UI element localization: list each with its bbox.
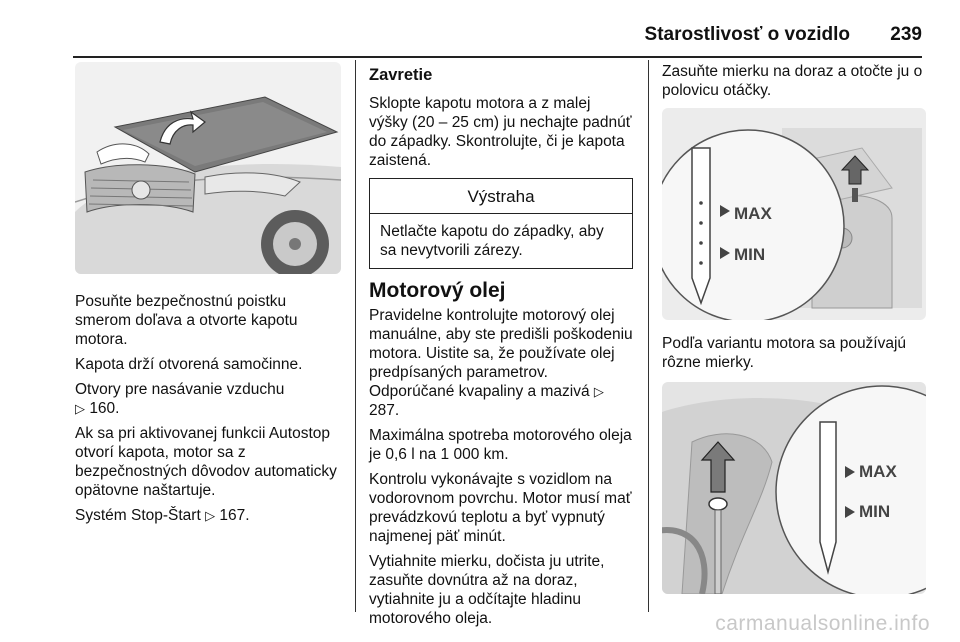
paragraph: Maximálna spotreba motorového oleja je 0,6 l na 1 000 km. [369,427,632,463]
paragraph: Podľa variantu motora sa používajú rôzne mierky. [662,335,907,371]
paragraph: Posuňte bezpečnostnú poistku smerom doľava a otvorte kapotu motora. [75,293,298,348]
min-mark-label: MIN [859,502,891,521]
max-mark-label: MAX [859,462,897,481]
page-link[interactable]: 160. [89,400,120,417]
column-3 [662,62,926,594]
dipstick-illustration-2 [662,382,926,594]
paragraph: Kontrolu vykonávajte s vozidlom na vodorovnom povrchu. Motor musí mať prevádzkovú teplotu a byť vypnutý najmenej päť minút. [369,471,632,545]
min-mark-label: MIN [734,245,766,264]
max-mark-label: MAX [734,204,772,223]
dipstick-illustration-1 [662,108,926,320]
warning-body: Netlačte kapotu do západky, aby sa nevytvorili zárezy. [380,223,604,259]
paragraph: Pravidelne kontrolujte motorový olej manuálne, aby ste predišli poškodeniu motora. Uistite sa, že používate olej predpísaných parametrov. Odporúčané kvapaliny a mazivá ▷ 287. [369,307,633,419]
page-link[interactable]: 167. [219,507,250,524]
column-1 [75,62,345,531]
paragraph: Zasuňte mierku na doraz a otočte ju o polovicu otáčky. [662,63,923,99]
page-number: 239 [890,24,922,45]
warning-box [369,178,633,269]
paragraph: Systém Stop-Štart ▷ 167. [75,507,250,524]
hood-opening-illustration [75,62,341,274]
paragraph: Otvory pre nasávanie vzduchu ▷ 160. [75,381,285,417]
subheading-closing: Zavretie [369,66,433,84]
paragraph: Vytiahnite mierku, dočista ju utrite, zasuňte dovnútra až na doraz, vytiahnite ju a odčítajte hladinu motorového oleja. [369,553,605,627]
watermark: carmanualsonline.info [715,612,930,635]
header-rule [73,56,922,58]
running-title: Starostlivosť o vozidlo [644,24,850,45]
column-divider-left [355,60,356,612]
warning-title: Výstraha [370,179,632,214]
paragraph: Sklopte kapotu motora a z malej výšky (20 – 25 cm) ju nechajte padnúť do západky. Skontrolujte, či je kapota zaistená. [369,95,632,169]
page-link[interactable]: 287. [369,402,400,419]
cross-reference-arrow-icon: ▷ [593,384,604,399]
cross-reference-arrow-icon: ▷ [205,508,216,523]
page-header [0,0,960,60]
column-2 [369,62,633,634]
section-heading-engine-oil: Motorový olej [369,279,506,302]
paragraph: Kapota drží otvorená samočinne. [75,356,303,373]
paragraph: Ak sa pri aktivovanej funkcii Autostop otvorí kapota, motor sa z bezpečnostných dôvodov automaticky opätovne naštartuje. [75,425,337,499]
column-divider-right [648,60,649,612]
cross-reference-arrow-icon: ▷ [75,401,85,416]
